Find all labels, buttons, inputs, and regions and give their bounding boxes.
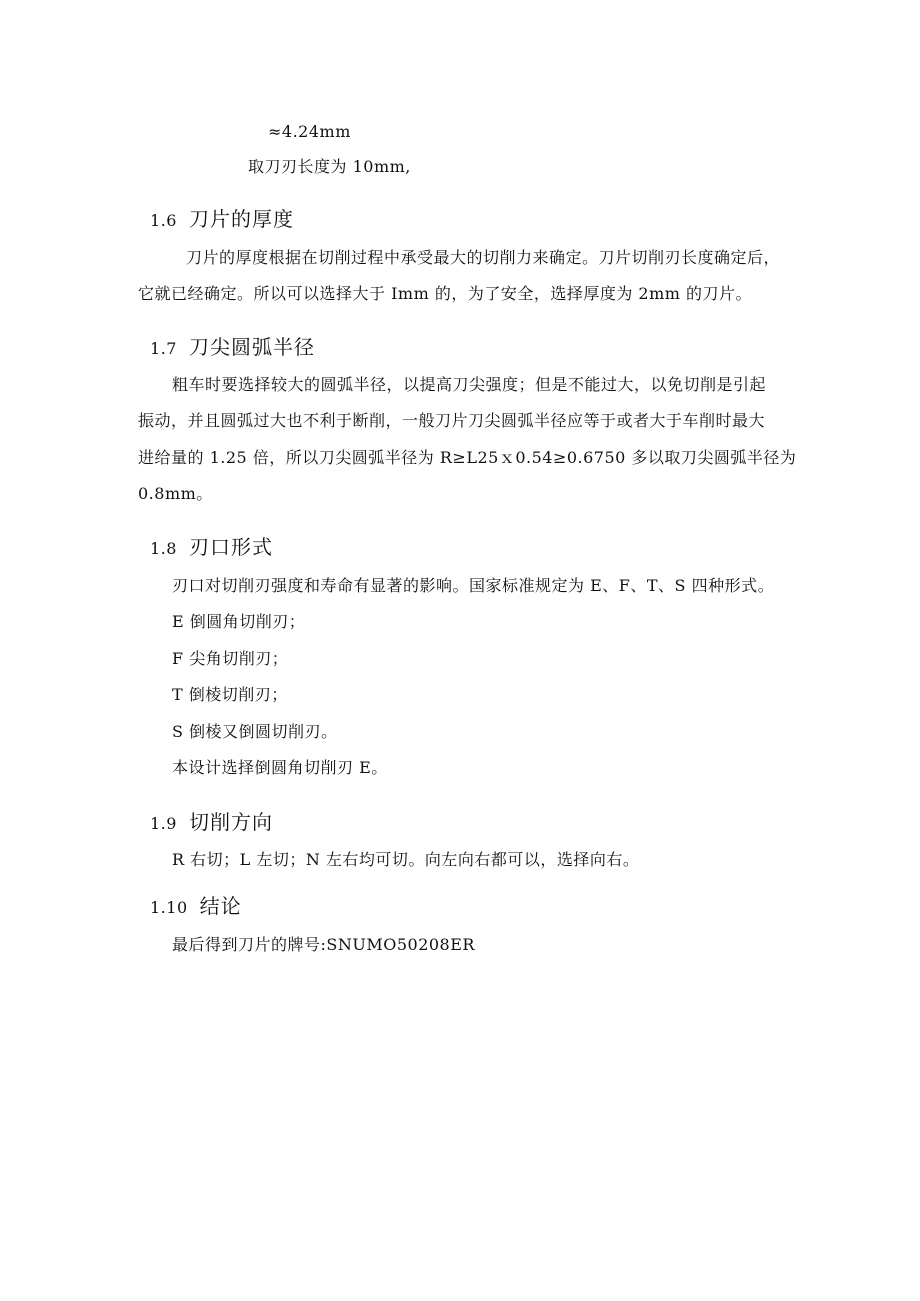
paragraph-line: 刀片的厚度根据在切削过程中承受最大的切削力来确定。刀片切削刃长度确定后， bbox=[186, 248, 781, 267]
list-item: T 倒棱切削刃； bbox=[172, 685, 288, 704]
section-title: 刃口形式 bbox=[188, 535, 273, 559]
paragraph-line: 本设计选择倒圆角切削刃 E。 bbox=[172, 758, 388, 777]
paragraph-line: 振动，并且圆弧过大也不利于断削，一般刀片刀尖圆弧半径应等于或者大于车削时最大 bbox=[138, 411, 766, 430]
section-heading-1-8 bbox=[150, 531, 273, 560]
section-heading-1-7 bbox=[150, 331, 315, 360]
section-heading-1-9 bbox=[150, 806, 273, 835]
paragraph-line: 最后得到刀片的牌号:SNUMO50208ER bbox=[172, 935, 475, 954]
list-item: F 尖角切削刃； bbox=[172, 649, 289, 668]
section-title: 刀尖圆弧半径 bbox=[188, 335, 315, 359]
paragraph-line: R 右切；L 左切；N 左右均可切。向左向右都可以，选择向右。 bbox=[172, 850, 640, 869]
section-number: 1.9 bbox=[150, 814, 177, 833]
section-title: 结论 bbox=[199, 894, 242, 918]
section-heading-1-6 bbox=[150, 203, 294, 232]
list-item: E 倒圆角切削刃； bbox=[172, 612, 306, 631]
section-heading-1-10 bbox=[150, 890, 242, 919]
paragraph-line: 进给量的 1.25 倍，所以刀尖圆弧半径为 R≥L25ｘ0.54≥0.6750 多以取刀尖圆弧半径为 bbox=[138, 448, 797, 467]
formula-result: ≈4.24mm bbox=[268, 122, 351, 141]
paragraph-line: 粗车时要选择较大的圆弧半径，以提高刀尖强度；但是不能过大，以免切削是引起 bbox=[172, 375, 767, 394]
section-title: 切削方向 bbox=[188, 810, 273, 834]
section-number: 1.10 bbox=[150, 898, 188, 917]
section-number: 1.7 bbox=[150, 339, 177, 358]
paragraph-line: 0.8mm。 bbox=[138, 484, 213, 503]
section-number: 1.6 bbox=[150, 211, 177, 230]
list-item: S 倒棱又倒圆切削刃。 bbox=[172, 722, 338, 741]
paragraph-line: 刃口对切削刃强度和寿命有显著的影响。国家标准规定为 E、F、T、S 四种形式。 bbox=[172, 576, 775, 595]
paragraph-line: 它就已经确定。所以可以选择大于 Imm 的，为了安全，选择厚度为 2mm 的刀片。 bbox=[138, 284, 753, 303]
section-title: 刀片的厚度 bbox=[188, 207, 294, 231]
section-number: 1.8 bbox=[150, 539, 177, 558]
blade-length-text: 取刀刃长度为 10mm, bbox=[248, 157, 411, 176]
